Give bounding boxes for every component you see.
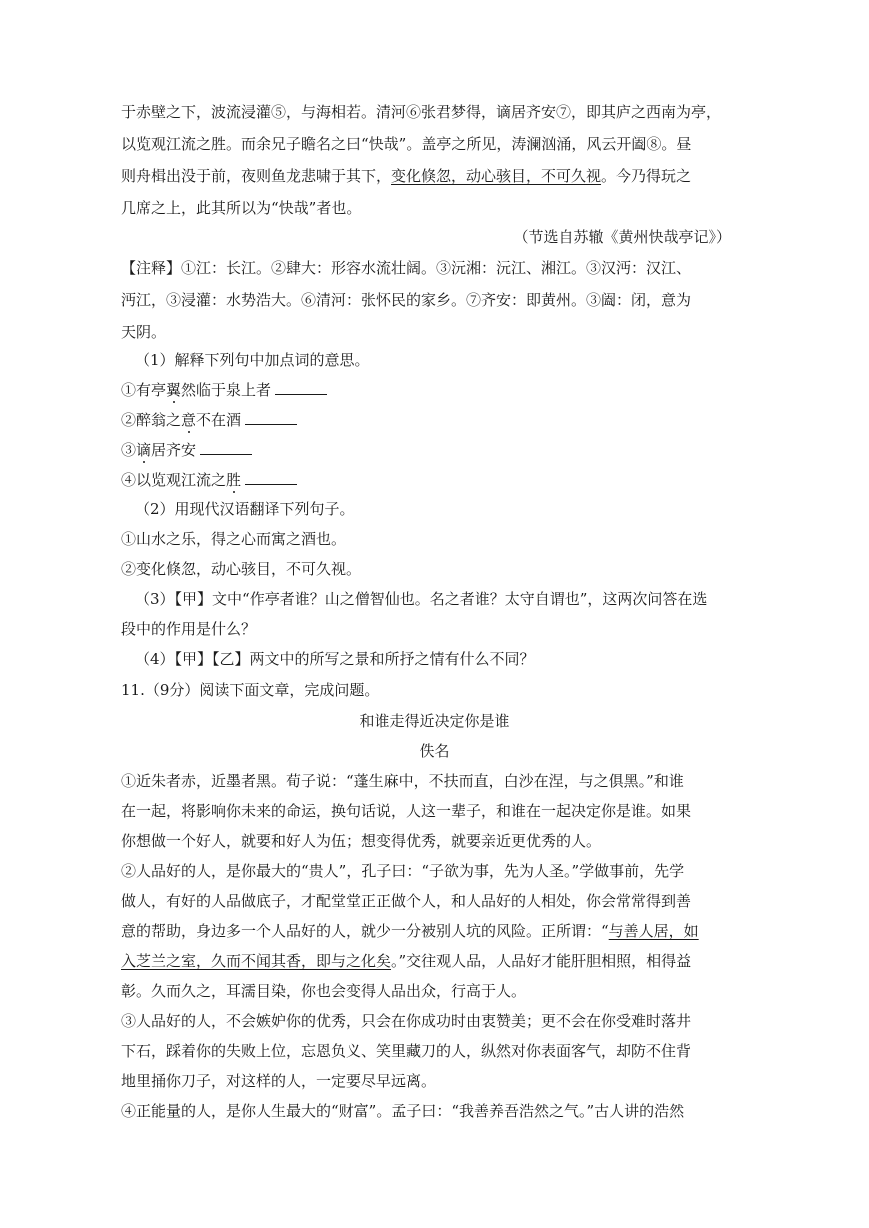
question-1-item: ④以览观江流之胜 bbox=[121, 470, 297, 490]
paragraph-line: ④正能量的人，是你人生最大的“财富”。孟子曰：“我善养吾浩然之气。”古人讲的浩然 bbox=[121, 1102, 685, 1120]
question-3: 段中的作用是什么？ bbox=[121, 620, 257, 638]
paragraph-line: ①近朱者赤，近墨者黑。荀子说：“蓬生麻中，不扶而直，白沙在涅，与之俱黑。”和谁 bbox=[121, 772, 684, 790]
paragraph-line: 意的帮助，身边多一个人品好的人，就少一分被别人坑的风险。正所谓：“与善人居，如 bbox=[121, 922, 699, 940]
paragraph-line: 入芝兰之室，久而不闻其香，即与之化矣。”交往观人品，人品好才能肝胆相照，相得益 bbox=[121, 952, 692, 970]
underlined-quote: 与善人居，如 bbox=[608, 922, 699, 940]
question-1-item: ①有亭翼然临于泉上者 bbox=[121, 380, 327, 400]
underlined-phrase: 变化倏忽，动心骇目，不可久视 bbox=[391, 167, 602, 185]
article-title: 和谁走得近决定你是谁 bbox=[359, 712, 510, 730]
notes-line: 【注释】①江：长江。②肆大：形容水流壮阔。③沅湘：沅江、湘江。③汉沔：汉江、 bbox=[121, 259, 692, 277]
question-1-item: ③谪居齐安 bbox=[121, 440, 252, 460]
answer-blank[interactable] bbox=[245, 410, 297, 425]
paragraph-line: 地里捅你刀子，对这样的人，一定要尽早远离。 bbox=[121, 1072, 437, 1090]
passage-line: 以览观江流之胜。而余兄子瞻名之曰“快哉”。盖亭之所见，涛澜汹涌，风云开阖⑧。昼 bbox=[121, 135, 692, 153]
underlined-quote: 入芝兰之室，久而不闻其香，即与之化矣 bbox=[121, 952, 392, 970]
paragraph-line: ③人品好的人，不会嫉妒你的优秀，只会在你成功时由衷赞美；更不会在你受难时落井 bbox=[121, 1012, 692, 1030]
question-2-item: ②变化倏忽，动心骇目，不可久视。 bbox=[121, 560, 362, 578]
paragraph-line: 在一起，将影响你未来的命运，换句话说，人这一辈子，和谁在一起决定你是谁。如果 bbox=[121, 802, 692, 820]
paragraph-line: ②人品好的人，是你最大的“贵人”，孔子曰：“子欲为事，先为人圣。”学做事前，先学 bbox=[121, 862, 685, 880]
source-citation: （节选自苏辙《黄州快哉亭记》） bbox=[513, 228, 731, 246]
paragraph-line: 你想做一个好人，就要和好人为伍；想变得优秀，就要亲近更优秀的人。 bbox=[121, 832, 602, 850]
passage-line: 则舟楫出没于前，夜则鱼龙悲啸于其下，变化倏忽，动心骇目，不可久视。今乃得玩之 bbox=[121, 167, 692, 185]
answer-blank[interactable] bbox=[245, 470, 297, 485]
answer-blank[interactable] bbox=[200, 440, 252, 455]
question-2: （2）用现代汉语翻译下列句子。 bbox=[135, 500, 355, 518]
question-2-item: ①山水之乐，得之心而寓之酒也。 bbox=[121, 530, 347, 548]
question-3: （3）【甲】文中“作亭者谁？山之僧智仙也。名之者谁？太守自谓也”，这两次问答在选 bbox=[135, 590, 708, 608]
paragraph-line: 彰。久而久之，耳濡目染，你也会变得人品出众，行高于人。 bbox=[121, 982, 527, 1000]
passage-line: 几席之上，此其所以为“快哉”者也。 bbox=[121, 199, 362, 217]
notes-line: 天阴。 bbox=[121, 323, 167, 341]
paragraph-line: 下石，踩着你的失败上位，忘恩负义、笑里藏刀的人，纵然对你表面客气，却防不住背 bbox=[121, 1042, 692, 1060]
question-11-header: 11.（9分）阅读下面文章，完成问题。 bbox=[121, 681, 380, 699]
question-4: （4）【甲】【乙】两文中的所写之景和所抒之情有什么不同？ bbox=[135, 650, 535, 668]
question-1-item: ②醉翁之意不在酒 bbox=[121, 410, 297, 430]
passage-line: 于赤壁之下，波流浸灌⑤，与海相若。清河⑥张君梦得，谪居齐安⑦，即其庐之西南为亭， bbox=[121, 103, 722, 121]
paragraph-line: 做人，有好的人品做底子，才配堂堂正正做个人，和人品好的人相处，你会常常得到善 bbox=[121, 892, 692, 910]
question-1: （1）解释下列句中加点词的意思。 bbox=[135, 351, 370, 369]
notes-line: 沔江，③浸灌：水势浩大。⑥清河：张怀民的家乡。⑦齐安：即黄州。③阖：闭，意为 bbox=[121, 291, 692, 309]
answer-blank[interactable] bbox=[275, 380, 327, 395]
article-author: 佚名 bbox=[419, 742, 450, 760]
